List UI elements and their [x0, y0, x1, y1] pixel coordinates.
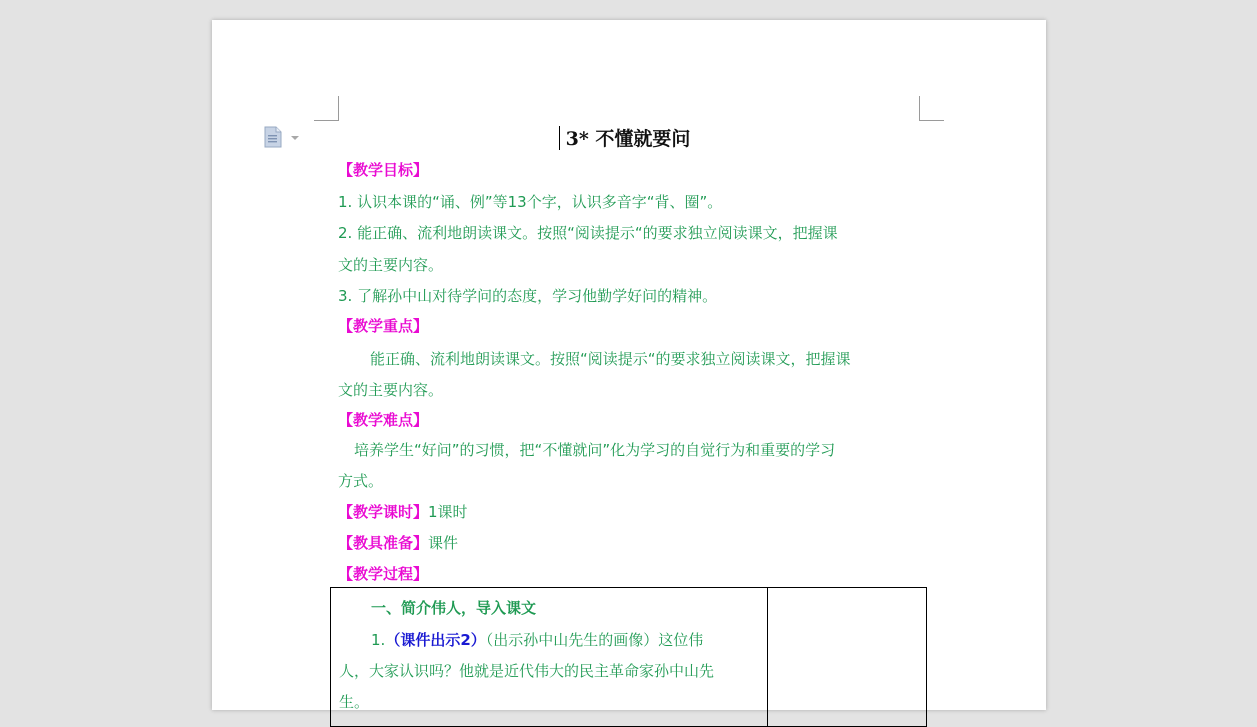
- difficulties-heading: 【教学难点】: [338, 411, 429, 429]
- crop-mark-top-right: [919, 96, 944, 121]
- tools-value: 课件: [428, 534, 459, 552]
- document-page: [212, 20, 1046, 710]
- objective-item-3: 3. 了解孙中山对待学问的态度，学习他勤学好问的精神。: [338, 287, 718, 305]
- objective-item-2: 2. 能正确、流利地朗读课文。按照“阅读提示“的要求独立阅读课文，把握课: [338, 224, 838, 242]
- document-options-button[interactable]: [264, 126, 304, 146]
- difficulties-line-2: 方式。: [338, 472, 384, 490]
- text-cursor: [559, 126, 560, 150]
- objectives-heading: 【教学目标】: [338, 161, 429, 179]
- table-paragraph-3: 生。: [339, 693, 370, 711]
- tools-row: [338, 533, 458, 553]
- document-title: 3* 不懂就要问: [565, 128, 691, 150]
- table-paragraph-1: [371, 630, 703, 650]
- step-heading: 一、简介伟人，导入课文: [371, 599, 537, 617]
- difficulties-line-1: 培养学生“好问”的习惯，把“不懂就问”化为学习的自觉行为和重要的学习: [354, 441, 836, 459]
- chevron-down-icon: [291, 136, 299, 140]
- para1-text: （出示孙中山先生的画像）这位伟: [485, 631, 704, 649]
- table-paragraph-2: 人，大家认识吗？他就是近代伟大的民主革命家孙中山先: [339, 662, 715, 680]
- key-points-line-1: 能正确、流利地朗读课文。按照“阅读提示“的要求独立阅读课文，把握课: [370, 350, 851, 368]
- process-heading: 【教学过程】: [338, 565, 429, 583]
- key-points-line-2: 文的主要内容。: [338, 381, 444, 399]
- tools-heading: 【教具准备】: [338, 534, 429, 552]
- hours-value: 1课时: [428, 503, 468, 521]
- crop-mark-top-left: [314, 96, 339, 121]
- process-table: [330, 587, 927, 727]
- document-icon: [264, 126, 304, 148]
- para1-number: 1.: [371, 631, 386, 649]
- table-column-divider: [767, 588, 768, 726]
- objective-item-2-cont: 文的主要内容。: [338, 256, 444, 274]
- hours-heading: 【教学课时】: [338, 503, 429, 521]
- objective-item-1: 1. 认识本课的“诵、例”等13个字，认识多音字“背、圈”。: [338, 193, 723, 211]
- key-points-heading: 【教学重点】: [338, 317, 429, 335]
- courseware-label: （课件出示2）: [385, 631, 486, 649]
- hours-row: [338, 502, 468, 522]
